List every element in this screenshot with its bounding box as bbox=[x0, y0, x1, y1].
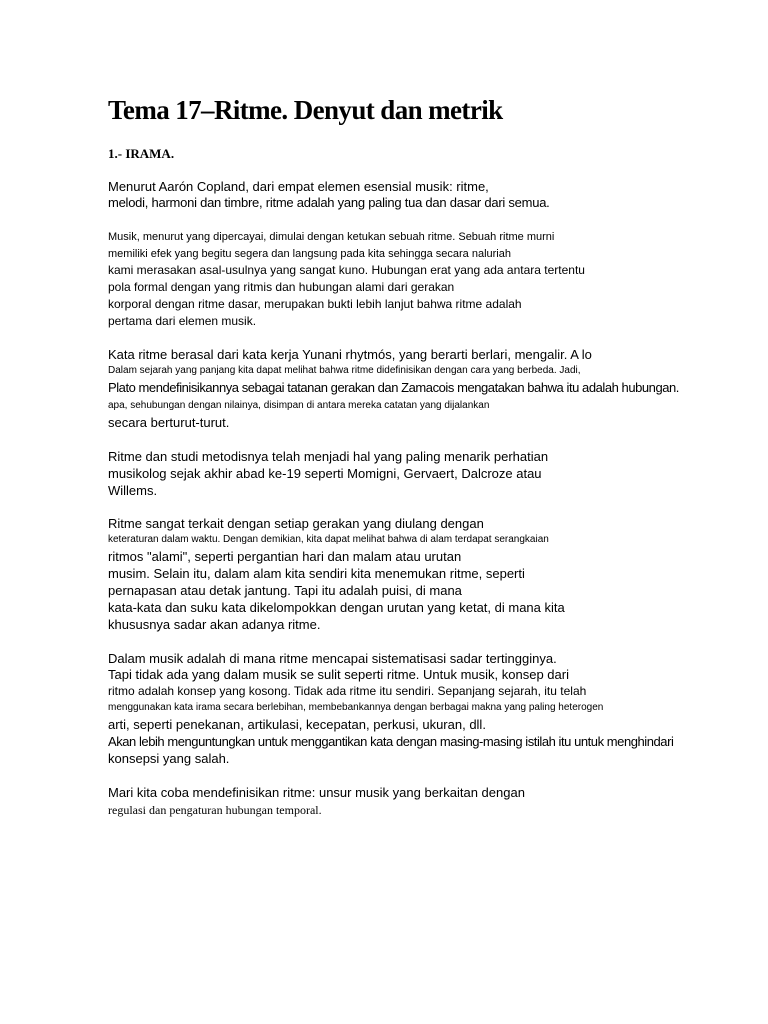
text-line: ritmos "alami", seperti pergantian hari dan malam atau urutan bbox=[108, 549, 462, 564]
text-line: Ritme sangat terkait dengan setiap gerakan yang diulang dengan bbox=[108, 516, 484, 531]
text-line: Ritme dan studi metodisnya telah menjadi hal yang paling menarik perhatian bbox=[108, 449, 549, 464]
text-line: Dalam musik adalah di mana ritme mencapai sistematisasi sadar tertingginya. bbox=[108, 651, 557, 666]
text-line: Musik, menurut yang dipercayai, dimulai dengan ketukan sebuah ritme. Sebuah ritme murni bbox=[108, 231, 555, 243]
text-line: kata-kata dan suku kata dikelompokkan dengan urutan yang ketat, di mana kita bbox=[108, 600, 565, 615]
section-heading: 1.- IRAMA. bbox=[108, 146, 175, 161]
text-line: konsepsi yang salah. bbox=[108, 751, 230, 766]
text-line: secara berturut-turut. bbox=[108, 415, 230, 430]
text-line: Plato mendefinisikannya sebagai tatanan gerakan dan Zamacois mengatakan bahwa itu adalah hubungan. bbox=[108, 380, 679, 395]
text-line: pernapasan atau detak jantung. Tapi itu adalah puisi, di mana bbox=[108, 583, 462, 598]
page-title: Tema 17–Ritme. Denyut dan metrik bbox=[108, 95, 503, 125]
text-line: musikolog sejak akhir abad ke-19 seperti Momigni, Gervaert, Dalcroze atau bbox=[108, 466, 542, 481]
text-line: Tapi tidak ada yang dalam musik se sulit seperti ritme. Untuk musik, konsep dari bbox=[108, 667, 569, 682]
text-line: apa, sehubungan dengan nilainya, disimpan di antara mereka catatan yang dijalankan bbox=[108, 400, 490, 411]
text-line: korporal dengan ritme dasar, merupakan bukti lebih lanjut bahwa ritme adalah bbox=[108, 297, 522, 311]
text-line: Mari kita coba mendefinisikan ritme: unsur musik yang berkaitan dengan bbox=[108, 785, 525, 800]
text-line: musim. Selain itu, dalam alam kita sendiri kita menemukan ritme, seperti bbox=[108, 566, 525, 581]
text-line: ritmo adalah konsep yang kosong. Tidak ada ritme itu sendiri. Sepanjang sejarah, itu telah bbox=[108, 684, 587, 698]
text-line: memiliki efek yang begitu segera dan langsung pada kita sehingga secara naluriah bbox=[108, 248, 511, 260]
text-line: Menurut Aarón Copland, dari empat elemen esensial musik: ritme, bbox=[108, 179, 489, 194]
text-line: regulasi dan pengaturan hubungan temporal. bbox=[108, 803, 322, 817]
text-line: Akan lebih menguntungkan untuk menggantikan kata dengan masing-masing istilah itu untuk menghindari bbox=[108, 734, 674, 749]
text-line: keteraturan dalam waktu. Dengan demikian, kita dapat melihat bahwa di alam terdapat serangkaian bbox=[108, 534, 549, 545]
text-line: Willems. bbox=[108, 483, 158, 498]
text-line: Kata ritme berasal dari kata kerja Yunani rhytmós, yang berarti berlari, mengalir. A lo bbox=[108, 347, 592, 362]
text-line: kami merasakan asal-usulnya yang sangat kuno. Hubungan erat yang ada antara tertentu bbox=[108, 263, 585, 277]
text-line: khususnya sadar akan adanya ritme. bbox=[108, 617, 321, 632]
text-line: pola formal dengan yang ritmis dan hubungan alami dari gerakan bbox=[108, 280, 455, 294]
text-line: menggunakan kata irama secara berlebihan, membebankannya dengan berbagai makna yang paling heterogen bbox=[108, 702, 604, 713]
text-line: Dalam sejarah yang panjang kita dapat melihat bahwa ritme didefinisikan dengan cara yang berbeda. Jadi, bbox=[108, 365, 581, 376]
text-line: pertama dari elemen musik. bbox=[108, 314, 257, 328]
text-line: arti, seperti penekanan, artikulasi, kecepatan, perkusi, ukuran, dll. bbox=[108, 717, 486, 732]
text-line: melodi, harmoni dan timbre, ritme adalah yang paling tua dan dasar dari semua. bbox=[108, 195, 550, 210]
